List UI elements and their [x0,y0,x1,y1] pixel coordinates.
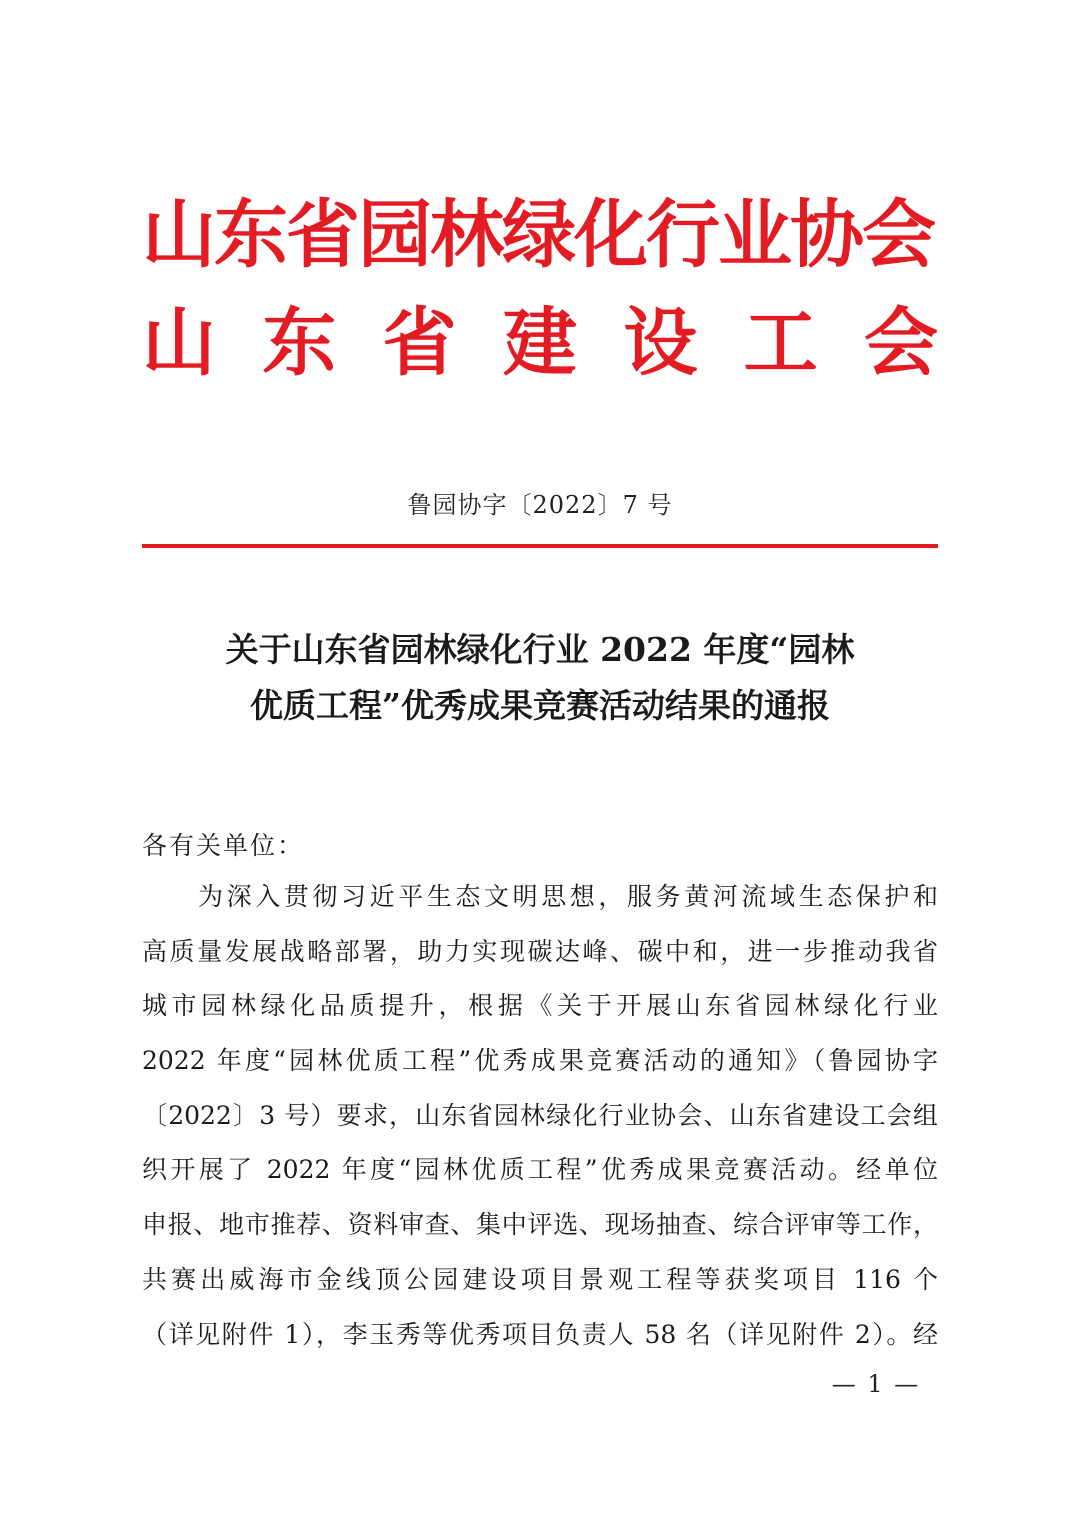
body-line: 申报、地市推荐、资料审查、集中评选、现场抽查、综合评审等工作， [142,1210,938,1240]
issuing-org-line-1: 山东省园林绿化行业协会 [142,192,934,278]
body-line: 共赛出威海市金线顶公园建设项目景观工程等获奖项目 116 个 [142,1264,938,1294]
page-number: — 1 — [831,1370,921,1398]
issuing-org-char: 建 [502,300,577,386]
title-line-2: 优质工程”优秀成果竞赛活动结果的通报 [250,686,830,725]
issuing-org-char: 会 [863,300,938,386]
body-line: 城市园林绿化品质提升，根据《关于开展山东省园林绿化行业 [142,991,938,1021]
issuing-org-char: 工 [743,300,818,386]
issuing-org-char: 省 [382,300,457,386]
body-line: 2022 年度“园林优质工程”优秀成果竞赛活动的通知》（鲁园协字 [142,1046,938,1076]
issuing-org-char: 设 [623,300,698,386]
document-number: 鲁园协字〔2022〕7 号 [407,491,673,519]
body-line: 为深入贯彻习近平生态文明思想，服务黄河流域生态保护和 [198,882,938,911]
issuing-org-char: 东 [262,300,337,386]
body-line: （详见附件 1），李玉秀等优秀项目负责人 58 名（详见附件 2）。经 [142,1319,938,1349]
body-line: 织开展了 2022 年度“园林优质工程”优秀成果竞赛活动。经单位 [142,1155,938,1185]
body-paragraph [142,870,938,1362]
body-line: 高质量发展战略部署，助力实现碳达峰、碳中和，进一步推动我省 [142,936,938,966]
body-line: 〔2022〕3 号）要求，山东省园林绿化行业协会、山东省建设工会组 [142,1100,938,1130]
title-line-1: 关于山东省园林绿化行业 2022 年度“园林 [225,630,855,669]
document-title [142,622,938,734]
salutation: 各有关单位： [142,831,305,860]
red-divider [142,544,938,548]
issuing-org-line-2 [142,298,938,388]
issuing-org-char: 山 [142,300,216,386]
